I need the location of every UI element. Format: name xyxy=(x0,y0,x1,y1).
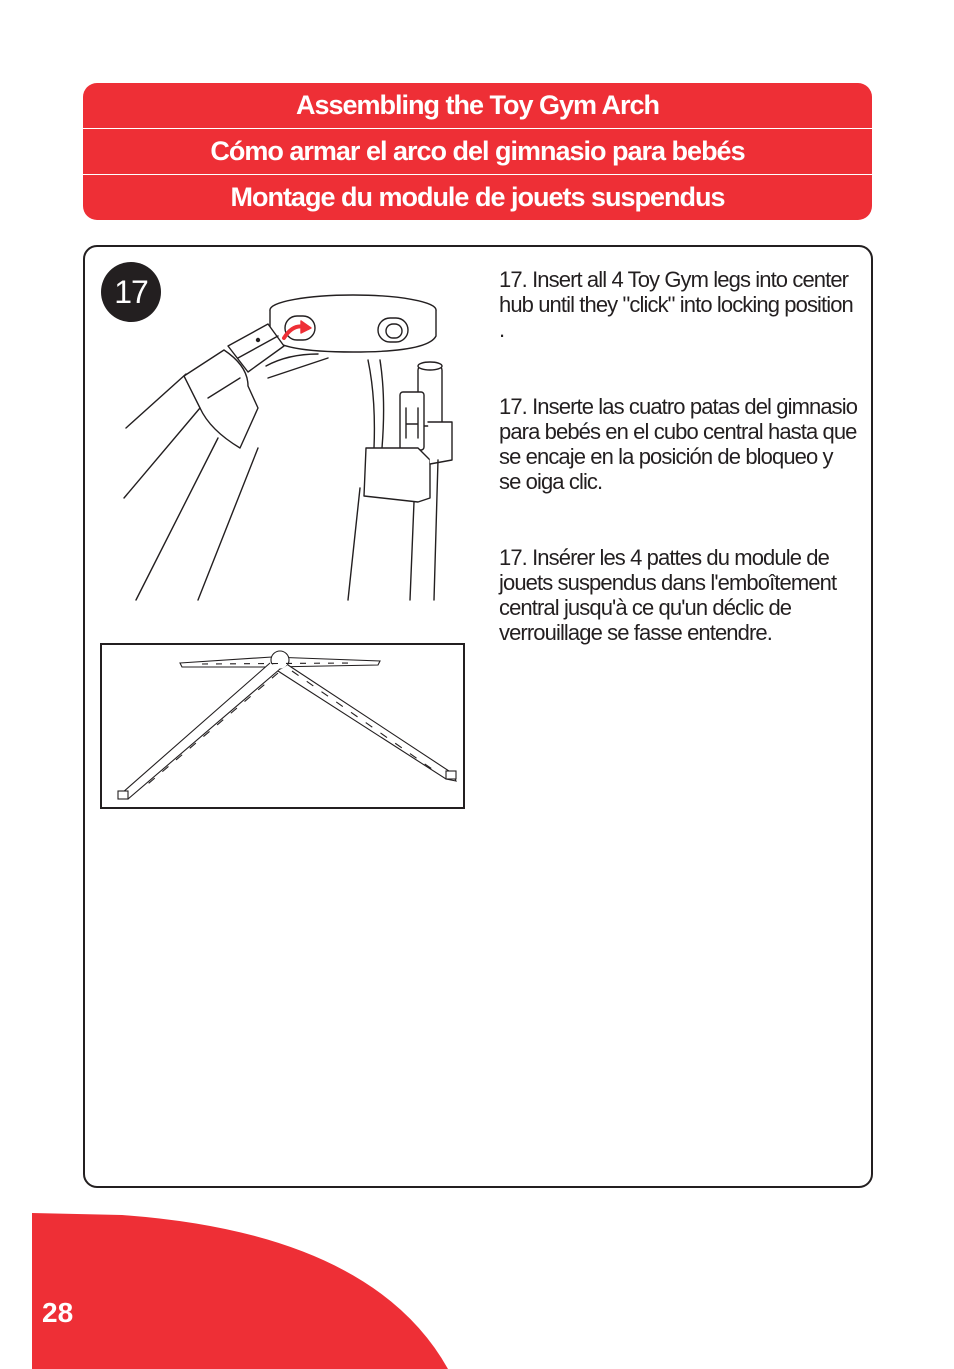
header-title-spanish: Cómo armar el arco del gimnasio para bebés xyxy=(83,128,872,174)
step-number-badge: 17 xyxy=(101,262,161,322)
page-number: 28 xyxy=(42,1297,74,1328)
instruction-french: 17. Insérer les 4 pattes du module de jouets suspendus dans l'emboîtement central jusqu'à ce qu'un déclic de verrouillage se fasse entendre. xyxy=(499,545,837,645)
assembled-frame-illustration-box xyxy=(100,643,465,809)
assembled-frame-illustration xyxy=(102,645,463,807)
header-title-french: Montage du module de jouets suspendus xyxy=(83,174,872,220)
hub-leg-insertion-illustration xyxy=(118,288,463,603)
section-header xyxy=(83,83,872,220)
header-title-english: Assembling the Toy Gym Arch xyxy=(295,90,660,120)
instruction-spanish: 17. Inserte las cuatro patas del gimnasio para bebés en el cubo central hasta que se encaje en la posición de bloqueo y se oiga clic. xyxy=(499,394,858,494)
instruction-english: 17. Insert all 4 Toy Gym legs into center hub until they "click" into locking position . xyxy=(499,267,853,342)
page-corner-shape xyxy=(32,1213,448,1369)
